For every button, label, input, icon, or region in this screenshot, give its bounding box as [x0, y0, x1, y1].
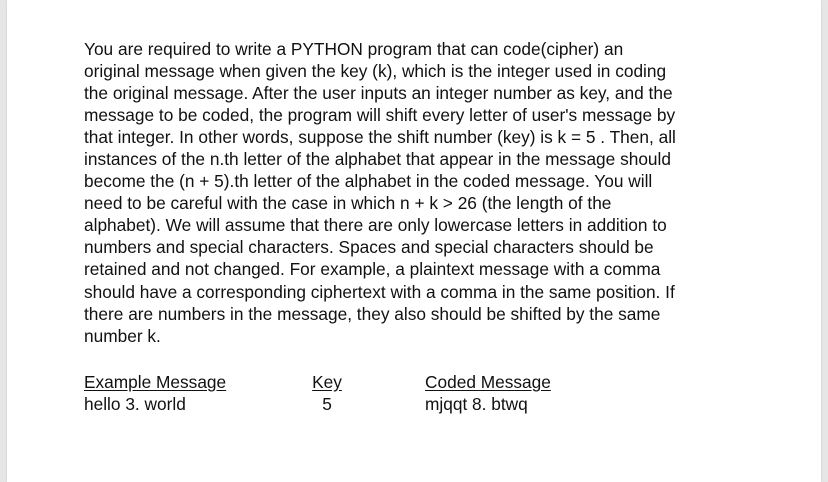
key-column — [309, 371, 345, 415]
document-page — [7, 0, 821, 482]
key-header: Key — [312, 372, 342, 392]
coded-message-value: mjqqt 8. btwq — [425, 394, 528, 414]
key-value: 5 — [322, 394, 332, 414]
coded-message-header: Coded Message — [425, 372, 551, 392]
example-message-column — [84, 371, 226, 415]
example-message-value: hello 3. world — [84, 394, 186, 414]
coded-message-column — [425, 371, 551, 415]
question-paragraph: You are required to write a PYTHON program that can code(cipher) an original message when given the key (k), which is the integer used in coding the original message. After the user inputs an integer number as key, and the message to be coded, the program will shift every letter of user's message by that integer. In other words, suppose the shift number (key) is k = 5 . Then, all instances of the n.th letter of the alphabet that appear in the message should become the (n + 5).th letter of the alphabet in the coded message. You will need to be careful with the case in which n + k > 26 (the length of the alphabet). We will assume that there are only lowercase letters in addition to numbers and special characters. Spaces and special characters should be retained and not changed. For example, a plaintext message with a comma should have a corresponding ciphertext with a comma in the same position. If there are numbers in the message, they also should be shifted by the same number k. — [84, 39, 676, 346]
example-message-header: Example Message — [84, 372, 227, 392]
